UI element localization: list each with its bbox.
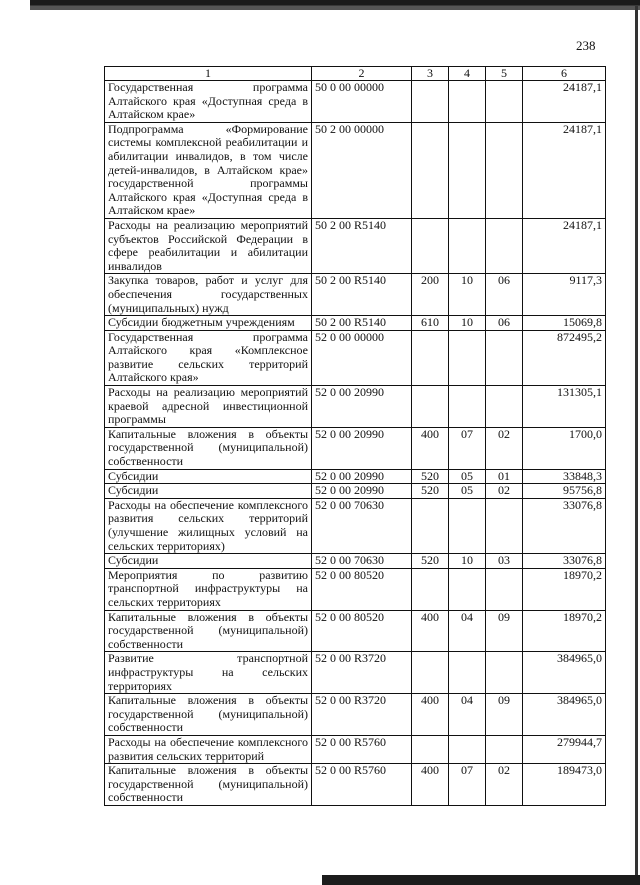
section-code: 10 (449, 274, 486, 316)
item-name: Расходы на обеспечение комплексного развития сельских территорий (105, 735, 312, 763)
target-code: 50 2 00 R5140 (312, 218, 412, 273)
target-code: 50 2 00 00000 (312, 122, 412, 218)
expense-type (412, 330, 449, 385)
table-row (105, 652, 606, 694)
section-code: 07 (449, 764, 486, 806)
target-code: 52 0 00 20990 (312, 427, 412, 469)
amount: 33076,8 (523, 498, 606, 553)
table-row (105, 484, 606, 499)
item-name: Государственная программа Алтайского края «Доступная среда в Алтайском крае» (105, 81, 312, 123)
subsection-code (486, 735, 523, 763)
target-code: 52 0 00 80520 (312, 610, 412, 652)
expense-type: 610 (412, 316, 449, 331)
subsection-code: 06 (486, 274, 523, 316)
item-name: Субсидии бюджетным учреждениям (105, 316, 312, 331)
target-code: 52 0 00 20990 (312, 484, 412, 499)
header-col-3: 3 (412, 67, 449, 81)
section-code: 10 (449, 554, 486, 569)
table-body (105, 81, 606, 806)
table-row (105, 218, 606, 273)
target-code: 52 0 00 70630 (312, 554, 412, 569)
header-row (105, 67, 606, 81)
subsection-code (486, 218, 523, 273)
item-name: Подпрограмма «Формирование системы комплексной реабилитации и абилитации инвалидов, в том числе детей-инвалидов, в Алтайском крае» государственной программы Алтайского края «Доступная среда в Алтайском крае» (105, 122, 312, 218)
section-code (449, 498, 486, 553)
target-code: 50 2 00 R5140 (312, 274, 412, 316)
section-code (449, 568, 486, 610)
target-code: 52 0 00 20990 (312, 469, 412, 484)
table-row (105, 568, 606, 610)
table-row (105, 316, 606, 331)
amount: 24187,1 (523, 218, 606, 273)
subsection-code: 02 (486, 484, 523, 499)
section-code: 05 (449, 469, 486, 484)
amount: 15069,8 (523, 316, 606, 331)
header-col-2: 2 (312, 67, 412, 81)
expense-type: 400 (412, 764, 449, 806)
expense-type (412, 122, 449, 218)
amount: 9117,3 (523, 274, 606, 316)
item-name: Расходы на реализацию мероприятий краевой адресной инвестиционной программы (105, 386, 312, 428)
table-row (105, 469, 606, 484)
amount: 1700,0 (523, 427, 606, 469)
item-name: Государственная программа Алтайского края «Комплексное развитие сельских территорий Алтайского края» (105, 330, 312, 385)
target-code: 52 0 00 70630 (312, 498, 412, 553)
expense-type: 520 (412, 469, 449, 484)
expense-type: 400 (412, 427, 449, 469)
subsection-code (486, 498, 523, 553)
subsection-code (486, 568, 523, 610)
amount: 872495,2 (523, 330, 606, 385)
page-number: 238 (576, 38, 596, 53)
subsection-code (486, 81, 523, 123)
amount: 18970,2 (523, 610, 606, 652)
expense-type: 200 (412, 274, 449, 316)
table-row (105, 610, 606, 652)
amount: 95756,8 (523, 484, 606, 499)
item-name: Капитальные вложения в объекты государственной (муниципальной) собственности (105, 694, 312, 736)
amount: 18970,2 (523, 568, 606, 610)
target-code: 52 0 00 00000 (312, 330, 412, 385)
table-row (105, 554, 606, 569)
scan-edge-bottom (322, 875, 640, 885)
section-code: 04 (449, 610, 486, 652)
table-row (105, 498, 606, 553)
subsection-code (486, 122, 523, 218)
section-code: 07 (449, 427, 486, 469)
table-row (105, 122, 606, 218)
amount: 33076,8 (523, 554, 606, 569)
item-name: Закупка товаров, работ и услуг для обеспечения государственных (муниципальных) нужд (105, 274, 312, 316)
amount: 33848,3 (523, 469, 606, 484)
target-code: 50 2 00 R5140 (312, 316, 412, 331)
item-name: Мероприятия по развитию транспортной инфраструктуры на сельских территориях (105, 568, 312, 610)
table-row (105, 386, 606, 428)
item-name: Развитие транспортной инфраструктуры на сельских территориях (105, 652, 312, 694)
expense-type (412, 498, 449, 553)
subsection-code: 09 (486, 610, 523, 652)
section-code (449, 330, 486, 385)
table-row (105, 274, 606, 316)
subsection-code (486, 386, 523, 428)
subsection-code: 03 (486, 554, 523, 569)
subsection-code: 09 (486, 694, 523, 736)
section-code: 10 (449, 316, 486, 331)
item-name: Капитальные вложения в объекты государственной (муниципальной) собственности (105, 764, 312, 806)
item-name: Расходы на реализацию мероприятий субъектов Российской Федерации в сфере реабилитации и абилитации инвалидов (105, 218, 312, 273)
item-name: Капитальные вложения в объекты государственной (муниципальной) собственности (105, 610, 312, 652)
subsection-code (486, 652, 523, 694)
section-code: 05 (449, 484, 486, 499)
section-code (449, 652, 486, 694)
amount: 131305,1 (523, 386, 606, 428)
item-name: Субсидии (105, 484, 312, 499)
amount: 279944,7 (523, 735, 606, 763)
table-row (105, 735, 606, 763)
subsection-code: 06 (486, 316, 523, 331)
target-code: 52 0 00 R5760 (312, 735, 412, 763)
section-code (449, 386, 486, 428)
expense-type: 400 (412, 694, 449, 736)
expense-type (412, 81, 449, 123)
subsection-code: 01 (486, 469, 523, 484)
expense-type: 520 (412, 484, 449, 499)
table-row (105, 427, 606, 469)
subsection-code: 02 (486, 427, 523, 469)
subsection-code: 02 (486, 764, 523, 806)
item-name: Субсидии (105, 554, 312, 569)
item-name: Расходы на обеспечение комплексного развития сельских территорий (улучшение жилищных условий на сельских территориях) (105, 498, 312, 553)
target-code: 52 0 00 R3720 (312, 694, 412, 736)
amount: 384965,0 (523, 694, 606, 736)
scan-edge-top (30, 0, 640, 10)
amount: 189473,0 (523, 764, 606, 806)
table-row (105, 764, 606, 806)
expense-type: 520 (412, 554, 449, 569)
amount: 24187,1 (523, 81, 606, 123)
header-col-4: 4 (449, 67, 486, 81)
scan-edge-right (635, 6, 638, 876)
expense-type (412, 218, 449, 273)
table-row (105, 694, 606, 736)
header-col-1: 1 (105, 67, 312, 81)
item-name: Субсидии (105, 469, 312, 484)
table-row (105, 330, 606, 385)
section-code (449, 735, 486, 763)
expense-type (412, 652, 449, 694)
amount: 384965,0 (523, 652, 606, 694)
target-code: 50 0 00 00000 (312, 81, 412, 123)
section-code (449, 122, 486, 218)
target-code: 52 0 00 R5760 (312, 764, 412, 806)
expense-type (412, 568, 449, 610)
expense-type (412, 386, 449, 428)
subsection-code (486, 330, 523, 385)
amount: 24187,1 (523, 122, 606, 218)
budget-table (104, 66, 606, 806)
target-code: 52 0 00 20990 (312, 386, 412, 428)
target-code: 52 0 00 80520 (312, 568, 412, 610)
expense-type: 400 (412, 610, 449, 652)
section-code: 04 (449, 694, 486, 736)
target-code: 52 0 00 R3720 (312, 652, 412, 694)
section-code (449, 218, 486, 273)
header-col-5: 5 (486, 67, 523, 81)
section-code (449, 81, 486, 123)
table-row (105, 81, 606, 123)
expense-type (412, 735, 449, 763)
item-name: Капитальные вложения в объекты государственной (муниципальной) собственности (105, 427, 312, 469)
header-col-6: 6 (523, 67, 606, 81)
